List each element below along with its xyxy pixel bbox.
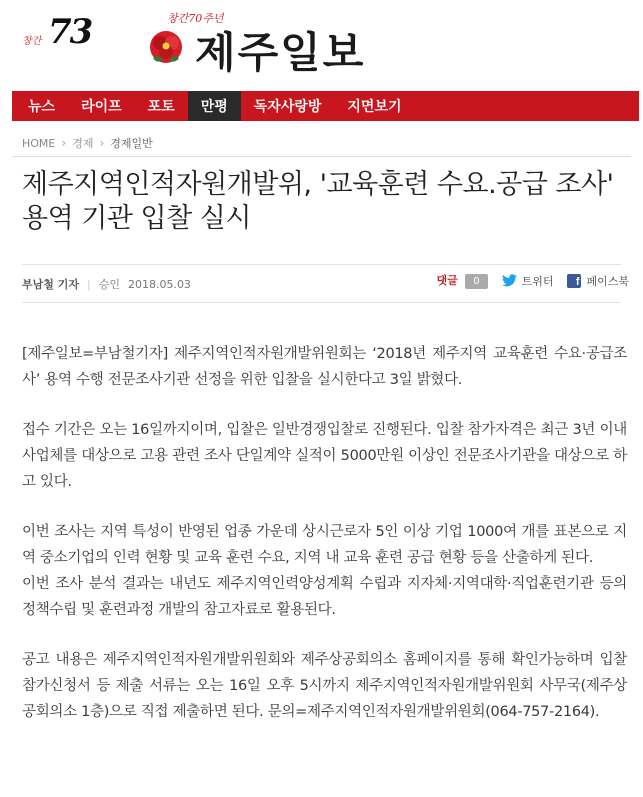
facebook-label: 페이스북 xyxy=(586,274,629,288)
divider xyxy=(22,264,621,265)
facebook-share-button[interactable] xyxy=(567,273,629,289)
anniversary-label: 창간 xyxy=(22,36,42,47)
comment-label: 댓글 xyxy=(436,274,458,287)
paper-name: 제주일보 xyxy=(195,28,366,77)
byline-separator: | xyxy=(86,277,91,291)
article-title-line-1: 제주지역인적자원개발위, '교육훈련 수요.공급 조사' xyxy=(22,169,614,200)
twitter-share-button[interactable] xyxy=(502,273,554,289)
nav-item-readers[interactable]: 독자사랑방 xyxy=(253,99,322,115)
main-nav xyxy=(12,91,639,121)
facebook-icon: f xyxy=(567,274,581,288)
article-paragraph: [제주일보=부남철기자] 제주지역인적자원개발위원회는 ‘2018년 제주지역 교육훈련 수요·공급조사’ 용역 수행 전문조사기관 선정을 위한 입찰을 실시한다고 3일 밝혔다. xyxy=(22,346,627,388)
anniversary-number: 73 xyxy=(48,12,92,52)
twitter-label: 트위터 xyxy=(521,274,554,288)
years-badge: 창간70주년 xyxy=(167,12,224,25)
nav-item-news[interactable]: 뉴스 xyxy=(28,99,56,115)
publish-date: 2018.05.03 xyxy=(127,277,191,291)
breadcrumb xyxy=(22,135,153,151)
nav-item-photo[interactable]: 포토 xyxy=(147,99,175,115)
article-paragraph: 이번 조사 분석 결과는 내년도 제주지역인력양성계획 수립과 지자체·지역대학·직업훈련기관 등의 정책수립 및 훈련과정 개발의 참고자료로 활용된다. xyxy=(22,576,627,618)
masthead xyxy=(0,0,643,92)
chevron-right-icon: › xyxy=(61,136,67,150)
chevron-right-icon: › xyxy=(99,136,105,150)
article-title-line-2: 용역 기관 입찰 실시 xyxy=(22,203,251,234)
article-title xyxy=(22,168,627,236)
breadcrumb-section[interactable]: 경제 xyxy=(72,137,94,150)
share-bar xyxy=(436,272,629,289)
article-paragraph: 공고 내용은 제주지역인적자원개발위원회와 제주상공회의소 홈페이지를 통해 확인가능하며 입찰참가신청서 등 제출 서류는 오는 16일 오후 5시까지 제주지역인적자원개발위원회 사무국(제주상공회의소 1층)으로 직접 제출하면 된다. 문의=제주지역인적자원개발위원회(064-757-2164). xyxy=(22,652,627,720)
breadcrumb-subsection[interactable]: 경제일반 xyxy=(110,137,153,150)
camellia-emblem-icon xyxy=(145,24,187,66)
divider xyxy=(22,302,621,303)
breadcrumb-home[interactable]: HOME xyxy=(22,136,56,150)
twitter-icon xyxy=(502,274,517,287)
divider xyxy=(12,156,631,157)
approved-label: 승인 xyxy=(98,278,120,291)
byline xyxy=(22,276,191,292)
author[interactable]: 부남철 기자 xyxy=(22,278,79,291)
article-body xyxy=(22,341,627,749)
nav-item-cartoon[interactable]: 만평 xyxy=(188,91,241,121)
article-paragraph: 이번 조사는 지역 특성이 반영된 업종 가운데 상시근로자 5인 이상 기업 1000여 개를 표본으로 지역 중소기업의 인력 현황 및 교육 훈련 수요, 지역 내 교육 훈련 공급 현황 등을 산출하게 된다. xyxy=(22,524,627,566)
comment-button[interactable] xyxy=(436,272,487,289)
nav-item-life[interactable]: 라이프 xyxy=(81,99,122,115)
article-paragraph: 접수 기간은 오는 16일까지이며, 입찰은 일반경쟁입찰로 진행된다. 입찰 참가자격은 최근 3년 이내 사업체를 대상으로 고용 관련 조사 단일계약 실적이 5000만원 이상인 전문조사기관을 대상으로 하고 있다. xyxy=(22,422,627,490)
comment-count-badge: 0 xyxy=(465,274,487,289)
nav-item-print-edition[interactable]: 지면보기 xyxy=(347,99,402,115)
site-logo[interactable] xyxy=(145,10,435,77)
anniversary-logo[interactable] xyxy=(22,12,112,60)
